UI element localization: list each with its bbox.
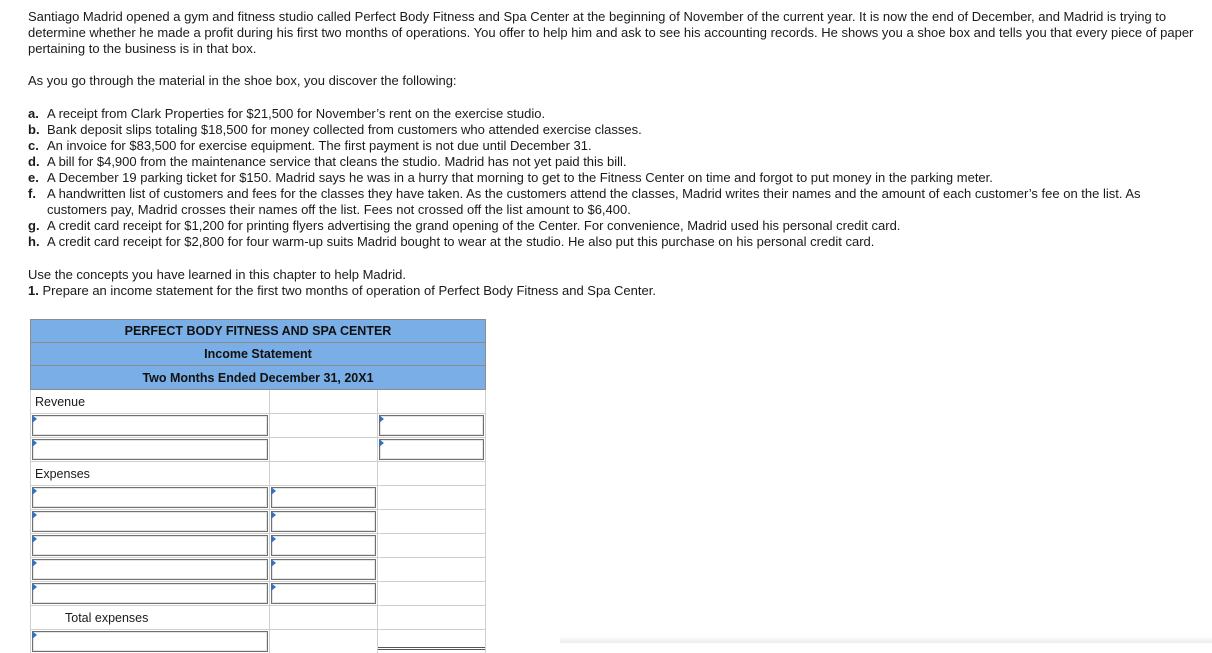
item-letter: f.	[28, 186, 36, 201]
discover-text: As you go through the material in the shoe box, you discover the following:	[28, 73, 457, 88]
statement-header	[30, 319, 486, 390]
item-text: Bank deposit slips totaling $18,500 for money collected from customers who attended exercise classes.	[47, 122, 642, 137]
list-item	[28, 138, 1204, 154]
expense-amount-input-5[interactable]	[271, 583, 376, 604]
expense-account-input-1[interactable]	[32, 487, 268, 508]
expense-account-input-5[interactable]	[32, 583, 268, 604]
statement-grid	[30, 390, 486, 653]
expense-account-input-4[interactable]	[32, 559, 268, 580]
list-item	[28, 218, 1204, 234]
item-text: A credit card receipt for $2,800 for four warm-up suits Madrid bought to wear at the studio. He also put this purchase on his personal credit card.	[47, 234, 875, 249]
table-row	[31, 606, 485, 630]
table-row	[31, 510, 485, 534]
net-income-label-input[interactable]	[32, 631, 268, 652]
expense-amount-input-1[interactable]	[271, 487, 376, 508]
page-edge-shadow	[560, 636, 1212, 643]
table-row	[31, 534, 485, 558]
list-item	[28, 234, 1204, 250]
item-letter: d.	[28, 154, 40, 169]
table-row	[31, 414, 485, 438]
table-row	[31, 438, 485, 462]
table-row	[31, 486, 485, 510]
list-item	[28, 154, 1204, 170]
expense-amount-input-3[interactable]	[271, 535, 376, 556]
item-text: A handwritten list of customers and fees for the classes they have taken. As the customers attend the classes, Madrid writes their names and the amount of each customer’s fee on the list. As customers pay, Madrid crosses their names off the list. Fees not crossed off the list amount to $6,400.	[47, 186, 1141, 217]
item-text: A receipt from Clark Properties for $21,500 for November’s rent on the exercise studio.	[47, 106, 546, 121]
question-text: Prepare an income statement for the first two months of operation of Perfect Body Fitness and Spa Center.	[42, 283, 656, 298]
income-statement-table	[30, 319, 486, 653]
revenue-amount-input-1[interactable]	[379, 415, 484, 436]
item-text: A bill for $4,900 from the maintenance service that cleans the studio. Madrid has not yet paid this bill.	[47, 154, 627, 169]
revenue-amount-input-2[interactable]	[379, 439, 484, 460]
expense-account-input-2[interactable]	[32, 511, 268, 532]
question-number: 1.	[28, 283, 39, 298]
use-concepts-text: Use the concepts you have learned in this chapter to help Madrid.	[28, 267, 406, 282]
item-text: A credit card receipt for $1,200 for printing flyers advertising the grand opening of the Center. For convenience, Madrid used his personal credit card.	[47, 218, 901, 233]
item-letter: g.	[28, 218, 40, 233]
double-underline	[378, 647, 485, 650]
company-name: PERFECT BODY FITNESS AND SPA CENTER	[31, 320, 485, 343]
evidence-list	[28, 106, 1204, 250]
list-item	[28, 106, 1204, 122]
total-expenses-label: Total expenses	[65, 611, 149, 625]
item-letter: c.	[28, 138, 39, 153]
item-letter: h.	[28, 234, 40, 249]
list-item	[28, 122, 1204, 138]
problem-content	[28, 9, 1204, 299]
list-item	[28, 170, 1204, 186]
expense-amount-input-2[interactable]	[271, 511, 376, 532]
table-row	[31, 462, 485, 486]
expense-amount-input-4[interactable]	[271, 559, 376, 580]
revenue-account-input-1[interactable]	[32, 415, 268, 436]
table-row	[31, 390, 485, 414]
item-letter: b.	[28, 122, 40, 137]
intro-paragraph: Santiago Madrid opened a gym and fitness studio called Perfect Body Fitness and Spa Center at the beginning of November of the current year. It is now the end of December, and Madrid is trying to determine whether he made a profit during his first two months of operations. You offer to help him and ask to see his accounting records. He shows you a shoe box and tells you that every piece of paper pertaining to the business is in that box.	[28, 9, 1194, 56]
item-letter: a.	[28, 106, 39, 121]
question-1	[28, 283, 1204, 299]
expenses-label: Expenses	[35, 467, 90, 481]
item-text: An invoice for $83,500 for exercise equipment. The first payment is not due until December 31.	[47, 138, 592, 153]
table-row	[31, 558, 485, 582]
item-letter: e.	[28, 170, 39, 185]
table-row	[31, 582, 485, 606]
item-text: A December 19 parking ticket for $150. Madrid says he was in a hurry that morning to get to the Fitness Center on time and forgot to put money in the parking meter.	[47, 170, 993, 185]
table-row	[31, 630, 485, 653]
list-item	[28, 186, 1204, 218]
revenue-label: Revenue	[35, 395, 86, 409]
expense-account-input-3[interactable]	[32, 535, 268, 556]
statement-period: Two Months Ended December 31, 20X1	[31, 366, 485, 390]
revenue-account-input-2[interactable]	[32, 439, 268, 460]
statement-title: Income Statement	[31, 343, 485, 366]
